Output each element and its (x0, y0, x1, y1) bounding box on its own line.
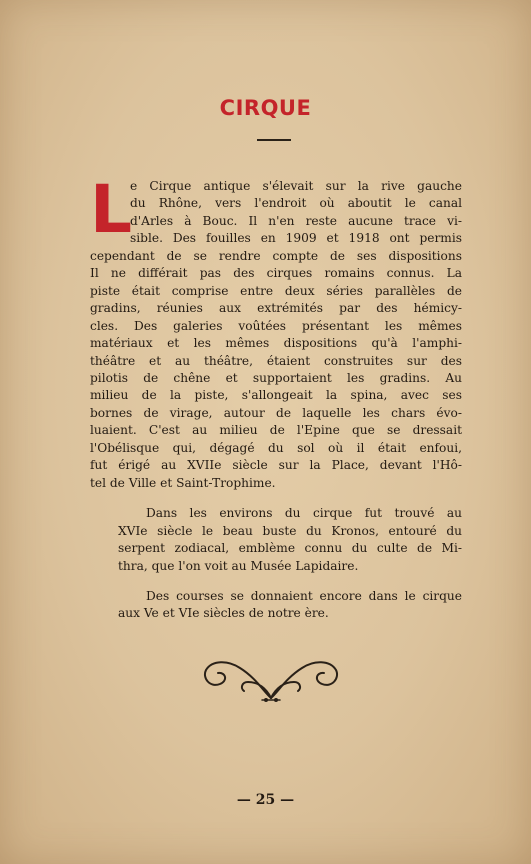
text-line: gradins, réunies aux extrémités par des hémicy- (90, 301, 462, 316)
page-number: — 25 — (236, 792, 295, 808)
text-line: milieu de la piste, s'allongeait la spina, avec ses (90, 388, 462, 403)
text-line: thra, que l'on voit au Musée Lapidaire. (118, 558, 359, 573)
text-line: Dans les environs du cirque fut trouvé au (146, 506, 462, 521)
drop-cap: L (90, 171, 133, 248)
title-rule (257, 139, 291, 141)
text-line: aux Ve et VIe siècles de notre ère. (118, 606, 329, 621)
text-line: piste était comprise entre deux séries parallèles de (90, 283, 462, 298)
text-line: cependant de se rendre compte de ses dispositions (90, 248, 462, 263)
text-line: d'Arles à Bouc. Il n'en reste aucune trace vi- (130, 213, 462, 228)
text-line: Il ne différait pas des cirques romains connus. La (90, 266, 462, 281)
text-line: serpent zodiacal, emblème connu du culte de Mi- (118, 541, 462, 556)
page-title: CIRQUE (219, 96, 312, 120)
text-line: cles. Des galeries voûtées présentant les mêmes (90, 318, 462, 333)
paragraph-3 (90, 588, 462, 623)
text-line: Des courses se donnaient encore dans le cirque (146, 588, 462, 603)
text-line: fut érigé au XVIIe siècle sur la Place, devant l'Hô- (90, 458, 462, 473)
text-line: matériaux et les mêmes dispositions qu'à l'amphi- (90, 336, 462, 351)
text-line: du Rhône, vers l'endroit où aboutit le canal (130, 196, 462, 211)
text-line: sible. Des fouilles en 1909 et 1918 ont permis (130, 231, 462, 246)
text-line: bornes de virage, autour de laquelle les chars évo- (90, 405, 462, 420)
text-line: XVIe siècle le beau buste du Kronos, entouré du (118, 523, 462, 538)
scroll-flourish-icon (200, 648, 342, 704)
text-line: tel de Ville et Saint-Trophime. (90, 475, 276, 490)
text-line: théâtre et au théâtre, étaient construites sur des (90, 353, 462, 368)
text-line: l'Obélisque qui, dégagé du sol où il était enfoui, (90, 440, 462, 455)
paragraph-2 (90, 505, 462, 575)
paragraph-1 (90, 171, 462, 492)
body-text (90, 171, 462, 623)
text-line: e Cirque antique s'élevait sur la rive gauche (130, 179, 462, 193)
text-line: pilotis de chêne et supportaient les gradins. Au (90, 370, 462, 385)
text-line: luaient. C'est au milieu de l'Epine que se dressait (90, 423, 462, 438)
